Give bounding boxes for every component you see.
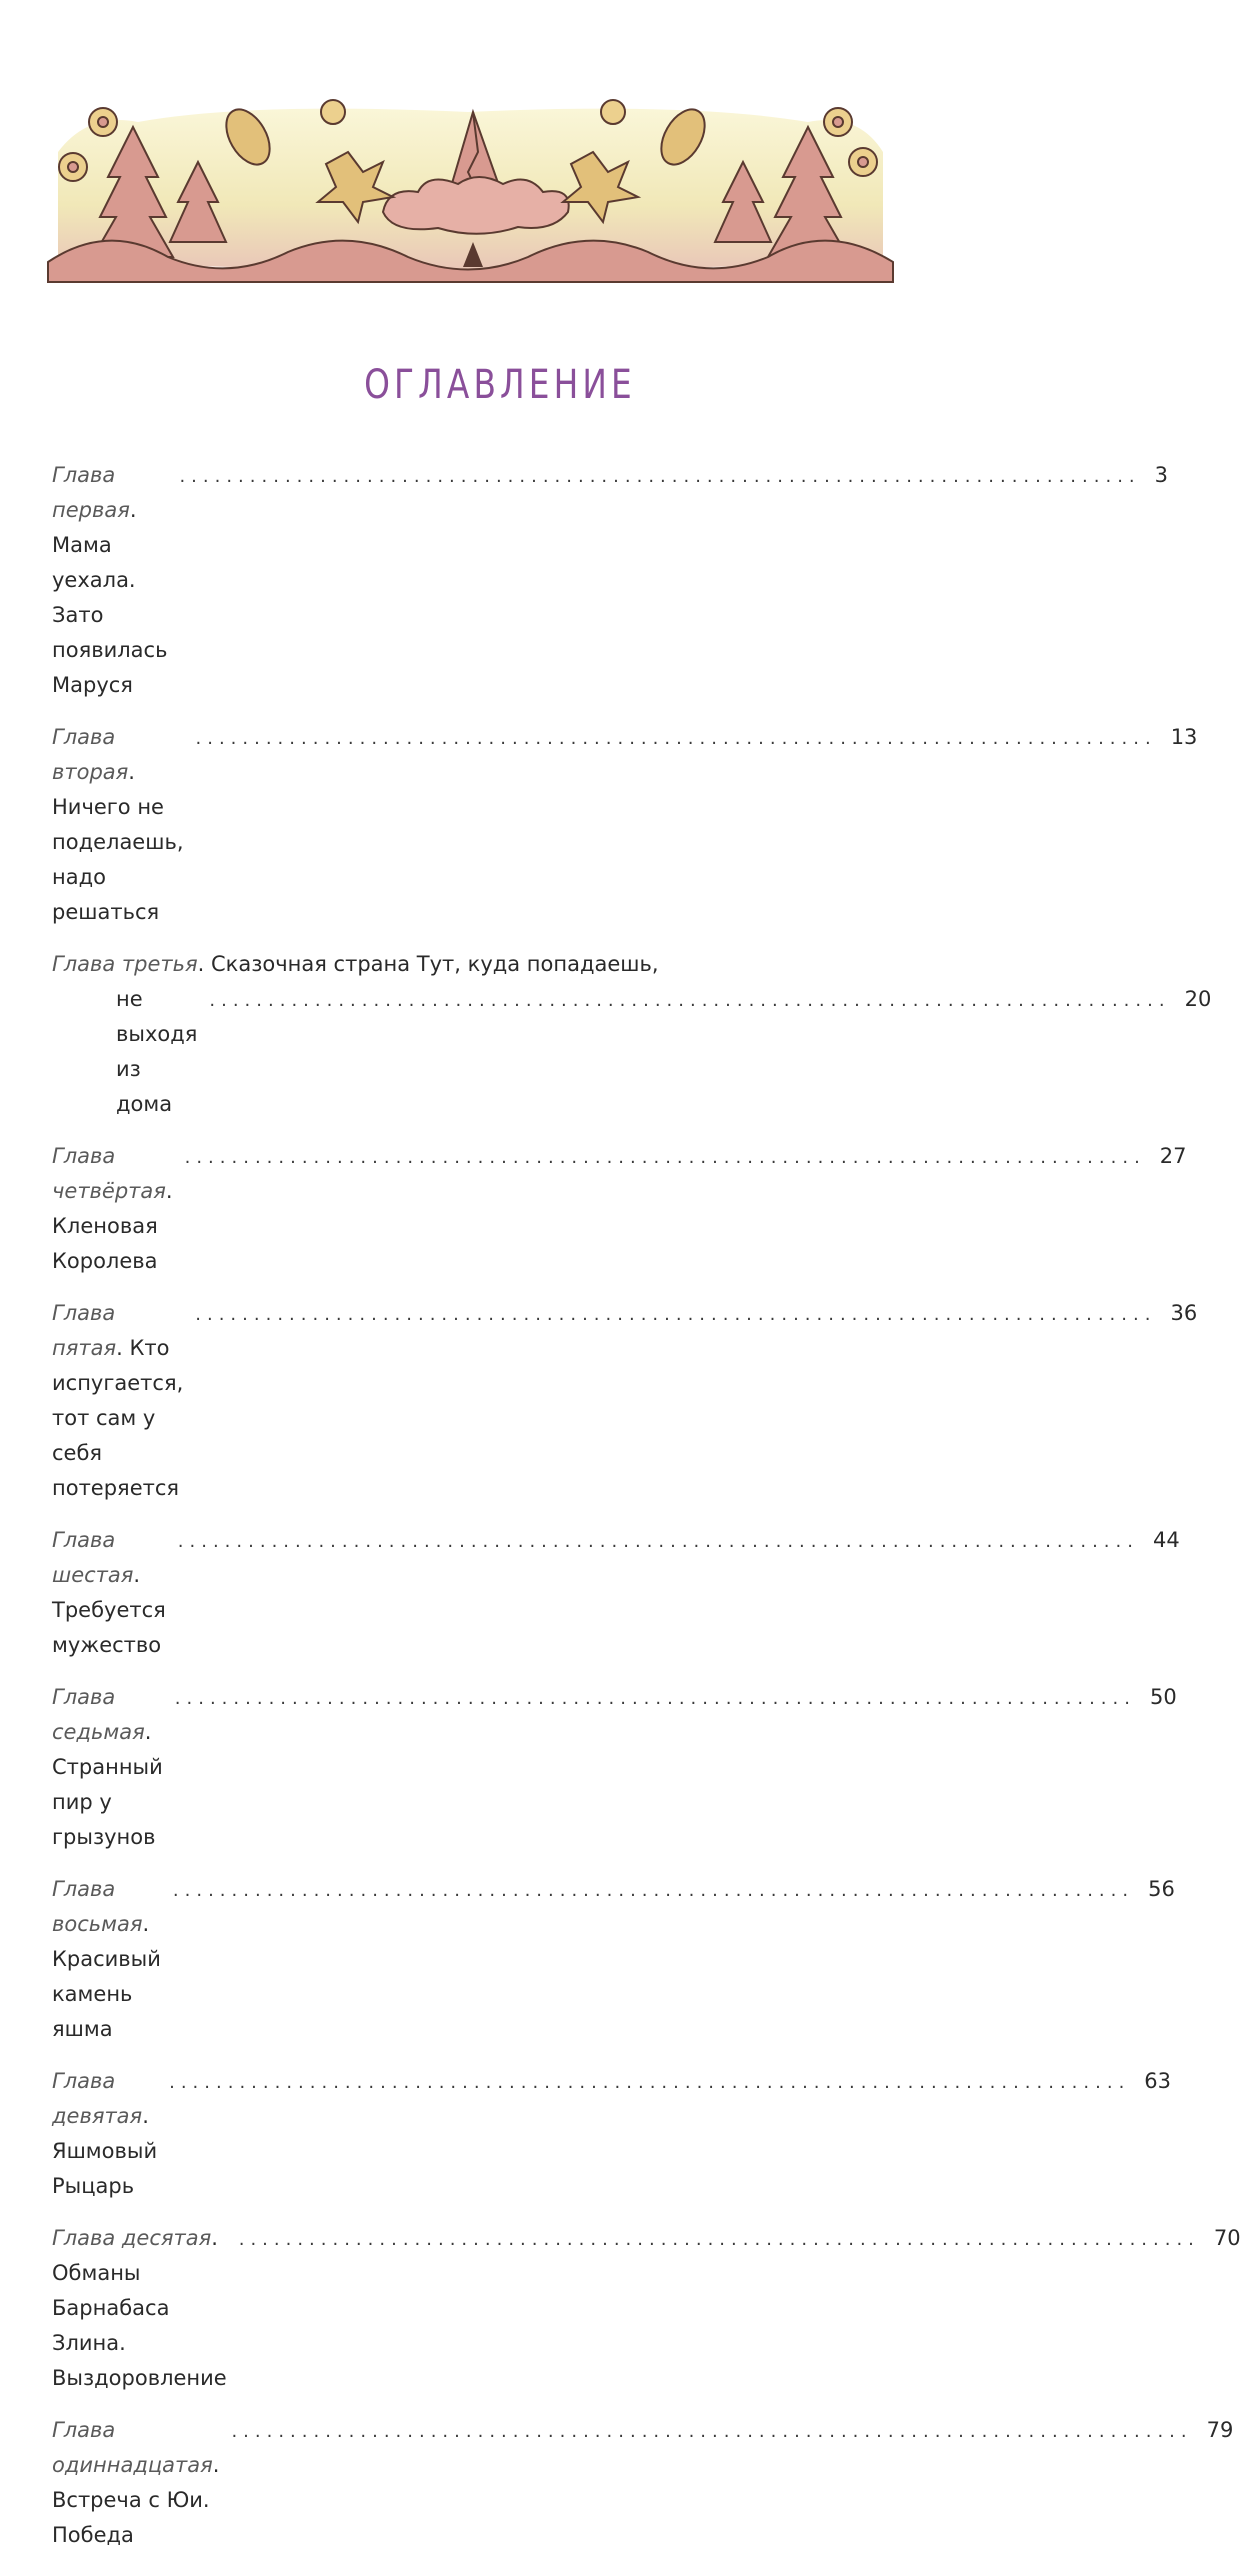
chapter-label: Глава восьмая — [52, 1877, 143, 1936]
toc-entry-label: Глава девятая. Яшмовый Рыцарь — [52, 2069, 158, 2198]
toc-entry[interactable] — [52, 947, 1212, 1122]
toc-entry[interactable] — [52, 2413, 1234, 2553]
chapter-label: Глава одиннадцатая — [52, 2418, 213, 2477]
chapter-title: Обманы Барнабаса Злина. Выздоровление — [52, 2261, 227, 2390]
chapter-title: Ничего не поделаешь, надо решаться — [52, 795, 184, 924]
chapter-title: Мама уехала. Зато появилась Маруся — [52, 533, 168, 697]
toc-entry[interactable] — [52, 458, 1169, 703]
page-title: ОГЛАВЛЕНИЕ — [364, 362, 636, 408]
page-number: 27 — [1159, 1144, 1187, 1168]
toc-entry-label: Глава пятая. Кто испугается, тот сам у себя потеряется — [52, 1301, 184, 1500]
page-number: 20 — [1184, 987, 1212, 1011]
toc-entry-label: Глава шестая. Требуется мужество — [52, 1528, 166, 1657]
page-number: 50 — [1149, 1685, 1177, 1709]
chapter-label: Глава десятая — [52, 2226, 212, 2250]
page-number: 56 — [1148, 1877, 1175, 1901]
toc-entry[interactable] — [52, 1296, 1198, 1506]
dot-leader: .................................................................................. — [195, 1304, 1157, 1325]
chapter-title: Красивый камень яшма — [52, 1947, 161, 2041]
chapter-label: Глава третья — [52, 952, 198, 976]
toc-entry-label: Глава вторая. Ничего не поделаешь, надо решаться — [52, 725, 184, 924]
toc-entry[interactable] — [52, 1523, 1180, 1663]
toc-entry-label: Глава десятая. Обманы Барнабаса Злина. Выздоровление — [52, 2226, 227, 2390]
chapter-label: Глава седьмая — [52, 1685, 145, 1744]
page-number: 70 — [1213, 2226, 1241, 2250]
toc-entry[interactable] — [52, 1139, 1187, 1279]
chapter-title: Сказочная страна Тут, куда попадаешь, — [211, 952, 659, 976]
dot-leader: .................................................................................. — [169, 2072, 1131, 2093]
page-number: 36 — [1170, 1301, 1198, 1325]
toc-entry-label: Глава первая. Мама уехала. Зато появилась Маруся — [52, 463, 168, 697]
chapter-title: Кленовая Королева — [52, 1214, 158, 1273]
toc-entry-label: Глава восьмая. Красивый камень яшма — [52, 1877, 161, 2041]
chapter-label: Глава первая — [52, 463, 130, 522]
folk-ornament-banner-icon — [48, 92, 893, 282]
toc-entry-label: Глава одиннадцатая. Встреча с Юи. Победа — [52, 2418, 220, 2547]
dot-leader: .................................................................................. — [231, 2421, 1193, 2442]
chapter-label: Глава вторая — [52, 725, 129, 784]
page-number: 3 — [1154, 463, 1169, 487]
chapter-title: Яшмовый Рыцарь — [52, 2139, 158, 2198]
dot-leader: .................................................................................. — [238, 2229, 1200, 2250]
chapter-title-continued: не выходя из дома — [116, 987, 198, 1116]
chapter-label: Глава пятая — [52, 1301, 117, 1360]
toc-entry[interactable] — [52, 2064, 1172, 2204]
chapter-title: Странный пир у грызунов — [52, 1755, 163, 1849]
chapter-title: Требуется мужество — [52, 1598, 166, 1657]
dot-leader: .................................................................................. — [179, 466, 1141, 487]
chapter-label: Глава четвёртая — [52, 1144, 166, 1203]
page-number: 44 — [1152, 1528, 1180, 1552]
page-number: 63 — [1144, 2069, 1172, 2093]
page-number: 79 — [1206, 2418, 1234, 2442]
dot-leader: .................................................................................. — [174, 1688, 1136, 1709]
page-number: 13 — [1170, 725, 1198, 749]
table-of-contents — [52, 458, 1241, 2553]
chapter-label: Глава девятая — [52, 2069, 143, 2128]
toc-entry[interactable] — [52, 720, 1198, 930]
dot-leader: .................................................................................. — [172, 1880, 1135, 1901]
chapter-title: Кто испугается, тот сам у себя потеряется — [52, 1336, 184, 1500]
chapter-title: Встреча с Юи. Победа — [52, 2488, 210, 2547]
toc-entry-label: Глава четвёртая. Кленовая Королева — [52, 1144, 173, 1273]
dot-leader: .................................................................................. — [177, 1531, 1139, 1552]
toc-entry[interactable] — [52, 1680, 1177, 1855]
toc-entry-label: Глава седьмая. Странный пир у грызунов — [52, 1685, 163, 1849]
toc-entry[interactable] — [52, 1872, 1175, 2047]
dot-leader: .................................................................................. — [184, 1147, 1146, 1168]
chapter-label: Глава шестая — [52, 1528, 134, 1587]
dot-leader: .................................................................................. — [195, 728, 1157, 749]
toc-entry-label: Глава третья. Сказочная страна Тут, куда попадаешь, — [52, 952, 659, 976]
toc-entry[interactable] — [52, 2221, 1241, 2396]
dot-leader: .................................................................................. — [209, 990, 1171, 1011]
